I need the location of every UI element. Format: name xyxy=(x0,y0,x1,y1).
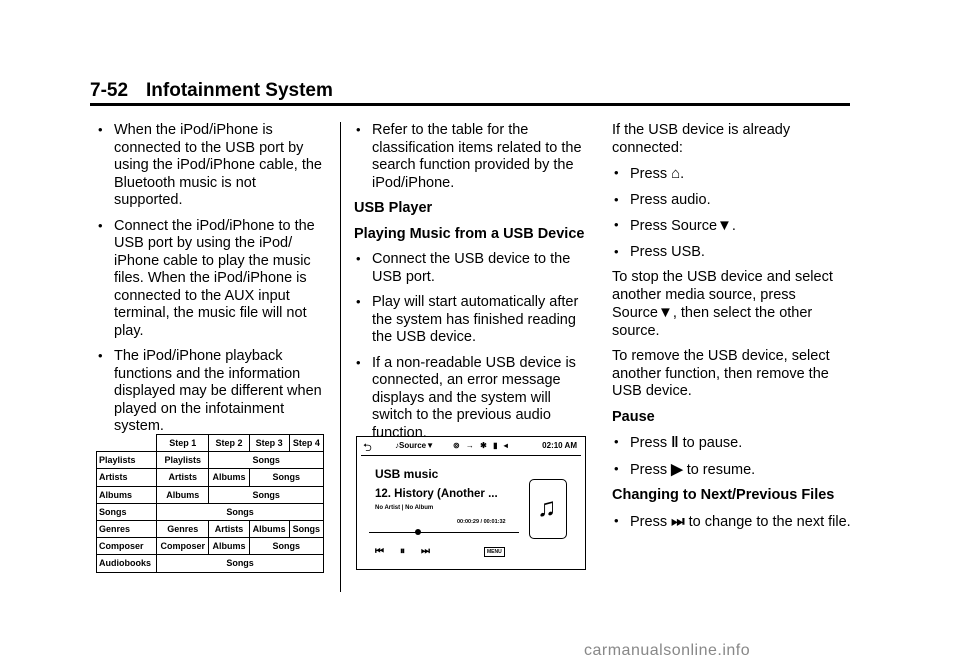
screen-time: 02:10 AM xyxy=(542,441,577,450)
heading-next-previous: Changing to Next/Previous Files xyxy=(612,487,835,503)
table-row xyxy=(97,486,324,503)
next-icon: ⏭ xyxy=(421,546,430,557)
bullet-item: • If a non-readable USB device is connected, an error message displays and the system will switch to the previous audio function. xyxy=(354,355,590,443)
table-cell: Songs xyxy=(157,503,324,520)
table-header-row xyxy=(97,435,324,452)
bullet-item: • Play will start automatically after the system has finished reading the USB device. xyxy=(354,294,590,347)
column-3 xyxy=(612,122,852,539)
step-text: Press xyxy=(630,513,668,530)
next-track-icon: ⏭ xyxy=(671,512,685,530)
page-header xyxy=(90,80,333,102)
music-note-icon: ♫ xyxy=(537,492,557,522)
table-cell: Albums xyxy=(97,486,157,503)
table-cell: Songs xyxy=(289,520,323,537)
home-icon: ⌂ xyxy=(671,165,681,182)
menu-button: MENU xyxy=(484,547,505,557)
table-cell: Playlists xyxy=(157,452,209,469)
bullet-item: • The iPod/iPhone playback functions and the information displayed may be different when played on the infotainment system. xyxy=(96,348,328,436)
bullet-item: • Press Source▼. xyxy=(612,217,852,236)
table-cell: Artists xyxy=(97,469,157,486)
section-title: Infotainment System xyxy=(146,80,333,101)
bullet-item: • Connect the iPod/iPhone to the USB port by using the iPod/ iPhone cable to play the music files. When the iPod/iPhone is connected to the AUX input terminal, the music file will not play. xyxy=(96,218,328,341)
watermark: carmanualsonline.info xyxy=(584,642,751,659)
table-row xyxy=(97,503,324,520)
table-cell: Artists xyxy=(209,520,249,537)
table-cell: Songs xyxy=(249,469,323,486)
stop-text xyxy=(612,269,852,340)
header-rule xyxy=(90,103,850,106)
previous-icon: ⏮ xyxy=(375,546,384,557)
step-text: Press xyxy=(630,435,668,451)
play-icon: ▶ xyxy=(671,460,683,478)
artist-album: No Artist | No Album xyxy=(375,505,434,511)
heading-playing-music: Playing Music from a USB Device xyxy=(354,225,585,242)
table-cell: Genres xyxy=(97,520,157,537)
down-triangle-icon: ▼ xyxy=(717,217,732,234)
heading-usb-player: USB Player xyxy=(354,200,433,216)
bullet-item xyxy=(612,513,852,532)
table-corner xyxy=(97,435,157,452)
playback-controls xyxy=(375,546,446,557)
screen-title: USB music xyxy=(375,467,439,481)
table-cell: Songs xyxy=(209,452,324,469)
source-label: Source xyxy=(399,441,427,450)
table-header-cell: Step 3 xyxy=(249,435,289,452)
screen-divider xyxy=(361,455,581,456)
bullet-item: • Press audio. xyxy=(612,192,852,210)
pause-text: to pause. xyxy=(682,435,743,451)
pause-icon: ‖ xyxy=(671,434,679,451)
table-cell: Artists xyxy=(157,469,209,486)
table-header-cell: Step 1 xyxy=(157,435,209,452)
column-1 xyxy=(96,122,328,444)
bullet-item xyxy=(612,461,852,480)
resume-text: to resume. xyxy=(686,461,756,478)
bullet-item: • Connect the USB device to the USB port. xyxy=(354,251,590,286)
table-cell: Albums xyxy=(209,469,249,486)
table-cell: Audiobooks xyxy=(97,555,157,572)
table-row xyxy=(97,538,324,555)
bullet-item: • Refer to the table for the classification items related to the search function provided by the iPod/iPhone. xyxy=(354,122,590,192)
stop-text-1: To stop the USB device and select another media source, press xyxy=(612,269,833,303)
column-divider xyxy=(340,122,341,592)
table-row xyxy=(97,452,324,469)
status-icons: ⊚ → ✱ ▮ ◂ xyxy=(453,441,510,450)
table-row xyxy=(97,520,324,537)
step-text: Press Source xyxy=(630,218,718,234)
table-cell: Playlists xyxy=(97,452,157,469)
step-text: Press xyxy=(630,461,668,478)
table-cell: Albums xyxy=(209,538,249,555)
table-cell: Albums xyxy=(157,486,209,503)
bullet-item: • Press USB. xyxy=(612,244,852,262)
table-cell: Songs xyxy=(97,503,157,520)
usb-music-screen xyxy=(356,436,586,570)
stop-text-2: , then select the other source. xyxy=(612,305,813,339)
table-cell: Albums xyxy=(249,520,289,537)
table-header-cell: Step 2 xyxy=(209,435,249,452)
source-menu: ♪Source▼ xyxy=(395,441,435,450)
ipod-search-table xyxy=(96,434,324,569)
stop-source-word: Source xyxy=(612,305,658,321)
next-text: to change to the next file. xyxy=(688,513,851,530)
table-cell: Genres xyxy=(157,520,209,537)
page-number: 7-52 xyxy=(90,80,129,101)
table-cell: Songs xyxy=(157,555,324,572)
album-art xyxy=(529,479,567,539)
progress-bar xyxy=(369,532,519,533)
table-cell: Songs xyxy=(209,486,324,503)
table-row xyxy=(97,555,324,572)
bullet-item: • Press ⌂. xyxy=(612,165,852,184)
elapsed-time: 00:00:29 / 00:01:32 xyxy=(457,519,506,525)
intro-text: If the USB device is already connected: xyxy=(612,122,791,156)
screen-status-bar xyxy=(357,441,585,453)
column-2 xyxy=(354,122,590,450)
bullet-item xyxy=(612,434,852,453)
table-row xyxy=(97,469,324,486)
progress-handle xyxy=(415,529,421,535)
back-icon: ⮌ xyxy=(363,442,372,454)
table-cell: Composer xyxy=(157,538,209,555)
pause-icon: ⏸ xyxy=(400,546,405,557)
heading-pause: Pause xyxy=(612,408,655,425)
track-title: 12. History (Another ... xyxy=(375,488,498,500)
step-text: Press xyxy=(630,166,668,182)
down-triangle-icon: ▼ xyxy=(657,304,673,321)
remove-text: To remove the USB device, select another function, then remove the USB device. xyxy=(612,348,830,399)
table-cell: Songs xyxy=(249,538,323,555)
bullet-item: • When the iPod/iPhone is connected to the USB port by using the iPod/iPhone cable, the Bluetooth music is not supported. xyxy=(96,122,328,210)
table-header-cell: Step 4 xyxy=(289,435,323,452)
table-cell: Composer xyxy=(97,538,157,555)
